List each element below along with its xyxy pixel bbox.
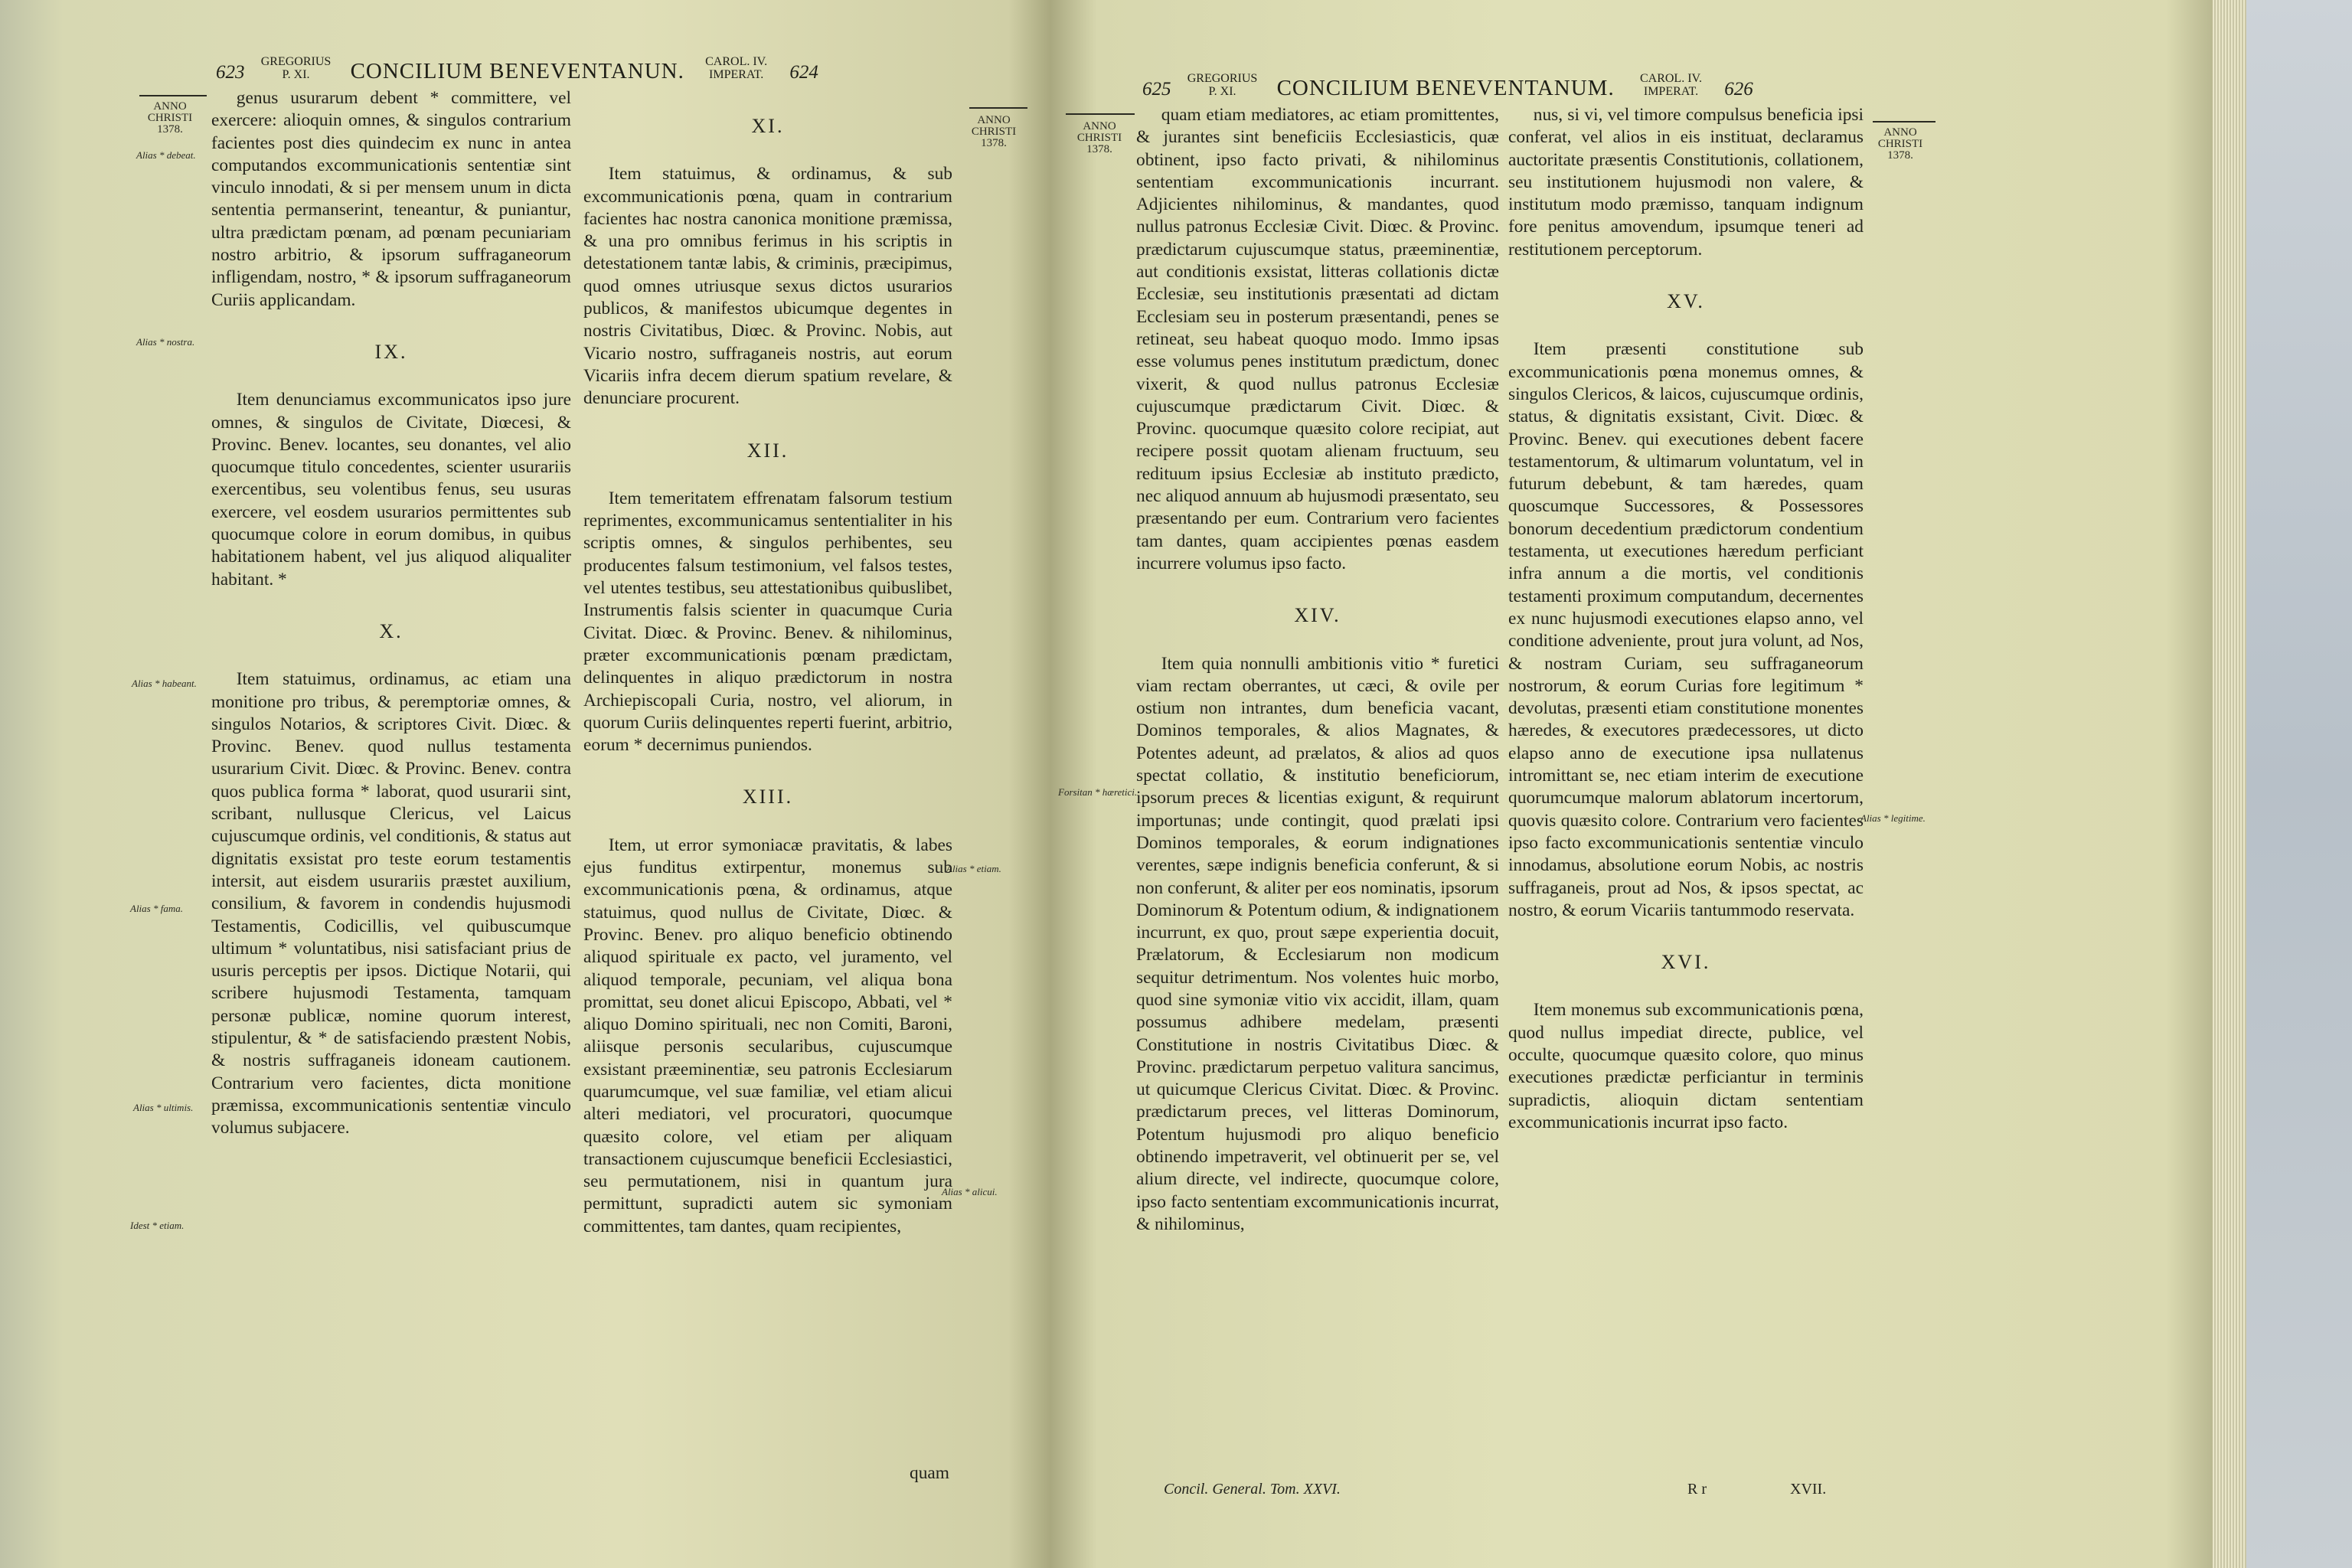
margin-note: Alias * debeat. [136,149,196,161]
text-column [1136,104,1499,1236]
year-note [138,101,202,136]
year-note [1868,127,1932,162]
section-heading: IX. [374,340,408,363]
section-heading: XIV. [1294,604,1341,627]
catchword: XVII. [1790,1481,1827,1498]
left-page [0,0,1050,1568]
paragraph: genus usurarum debent * committere, vel exercere: alioquin omnes, & singulos contrarium facientes post dies quindecim ex nunc in antea computandos excommunicationis sententiæ sint vinculo innodati, & si per mensem unum in dicta sententia permanserint, teneantur, & puniantur, ultra prædictam pœnam, ad pœnam pecuniariam nostro arbitrio, & ipsorum suffraganeorum infligendam, nostro, * & ipsorum suffraganeorum Curiis applicandam. [211,88,571,310]
header-title: CONCILIUM BENEVENTANUM. [1276,76,1615,100]
page-number: 623 [216,62,245,83]
page-edges [2213,0,2246,1568]
margin-note: Alias * habeant. [132,678,197,689]
emperor-title: IMPERAT. [1643,85,1699,98]
emperor-title: IMPERAT. [709,68,764,81]
year-note [962,115,1026,149]
paragraph: Item quia nonnulli ambitionis vitio * furetici viam rectam oberrantes, ut cæci, & ovile per ostium non intrantes, dum beneficia vacant, Dominos temporales, & alios Magnates, & Potentes adeunt, ad prælatos, & alios ad quos spectat collatio, & institutio beneficiorum, ipsorum preces & licentias exigunt, & requirunt importunas; unde contingit, quod prælati ipsi Dominos temporales, & eorum indignationes verentes, sæpe indignis beneficia conferunt, & si non conferunt, & aliter per eos nominatis, ipsorum Dominorum & Potentum odium, & indignationem incurrunt, ex quo, prout sæpe experientia docuit, Prælatorum, & Ecclesiarum non modicum sequitur detrimentum. Nos volentes huic morbo, quod sine symoniæ vitio vix accidit, illam, quam possumus adhibere medelam, præsenti Constitutione in nostris Civitatibus Diœc. & Provinc. prædictarum perpetuo valitura sancimus, ut quicumque Clericus Civitat. Diœc. & Provinc. prædictarum preces, vel litteras Dominorum, Potentum hujusmodi pro aliquo beneficio obtinendo impetraverit, vel obtinuerit per se, vel alium directe, vel indirecte, quocumque colore, ipso facto sententiam excommunicationis incurrat, & nihilominus, [1136,653,1499,1234]
header-title: CONCILIUM BENEVENTANUN. [350,59,684,83]
anno-label: ANNO [153,100,187,113]
margin-note: Idest * etiam. [130,1220,185,1231]
header-rule [139,95,207,96]
text-column [1508,104,1864,1134]
header-emperor [705,55,767,81]
paragraph: Item statuimus, & ordinamus, & sub excommunicationis pœna, quam in contrarium facientes hac nostra canonica monitione præmissa, & una pro omnibus ferimus in his scriptis in detestationem tantæ labis, & criminis, præcipimus, quod omnes utriusque sexus dictos usurarios publicos, & manifestos ubicumque degentes in nostris Civitatibus, Diœc. & Provinc. Nobis, aut Vicario nostro, suffraganeis nostris, aut eorum Vicariis infra decem dierum spatium revelare, & denunciare procurent. [583,164,952,409]
section-heading: XV. [1667,290,1705,313]
footer-volume: Concil. General. Tom. XXVI. [1164,1481,1341,1498]
margin-note: Forsitan * hæretici. [1058,786,1138,798]
paragraph: Item denunciamus excommunicatos ipso jure omnes, & singulos de Civitate, Diœcesi, & Provinc. Benev. locantes, seu donantes, vel alio quocumque titulo concedentes, scienter usurariis exercentibus, seu volentibus fenus, seu usuras exercere, vel eosdem usurarios permittentes sub quocumque colore in eorum domibus, in quibus habitationem habent, vel jus aliquod aliqualiter habitant. * [211,390,571,590]
pope-number: P. XI. [282,68,310,81]
paragraph: Item monemus sub excommunicationis pœna, quod nullus impediat directe, publice, vel occulte, quocumque quæsito colore, quo minus executiones prædictæ perficiantur in terminis supradictis, alioquin dictam sententiam excommunicationis incurrat ipso facto. [1508,1000,1864,1132]
paragraph: Item, ut error symoniacæ pravitatis, & labes ejus funditus extirpentur, monemus sub excommunicationis pœna, & ordinamus, atque statuimus, quod nullus de Civitate, Diœc. & Provinc. Benev. pro aliquo beneficio obtinendo aliquod spirituale ex pacto, vel juramento, vel aliquod temporale, pecuniam, vel aliqua bona promittat, seu donet alicui Episcopo, Abbati, vel * aliquo Domino spirituali, nec non Comiti, Baroni, aliisque personis secularibus, cujuscumque exsistant præeminentiæ, seu patronis Ecclesiarum quarumcumque, vel suæ familiæ, vel etiam alicui alteri mediatori, vel procuratori, quocumque quæsito colore, vel etiam per aliquam transactionem cujuscumque beneficii Ecclesiastici, seu permutationem, nisi in quantum jura permittunt, supradicti autem sic symoniam committentes, tam dantes, quam recipientes, [583,835,952,1236]
year-value: 1378. [1086,143,1112,155]
year-value: 1378. [1887,149,1913,162]
paragraph: Item præsenti constitutione sub excommunicationis pœna monemus omnes, & singulos Clericos, & laicos, cujuscumque ordinis, status, & dignitatis exsistant, Civit. Diœc. & Provinc. Benev. qui executiones debent facere testamentorum, & ultimarum voluntatum, vel in futurum debebunt, & tam hæredes, quam quoscumque Successores, & Possessores bonorum decedentium prædictorum condentium testamenta, ut executiones hæredum perficiant infra annum a die mortis, vel conditionis testamenti proximum computandum, decernentes ex nunc hujusmodi executiones elapso anno, vel conditione adveniente, prout jura volunt, ad Nos, & nostram Curiam, seu suffraganeorum nostrorum, & eorum Curias fore legitimum * devolutas, præsenti etiam constitutione monentes hæredes, & executores prædecessores, ut dicto elapso anno de executione ipsa nullatenus intromittant se, nec etiam interim de executione quorumcumque malorum ablatorum incertorum, quovis quæsito colore. Contrarium vero facientes ipso facto excommunicationis sententiæ vinculo innodamus, absolutione eorum Nobis, ac nostris suffraganeis, prout ad Nos, & ipsos spectat, ac nostro, & eorum Vicariis tantummodo reservata. [1508,339,1864,920]
header-rule [1066,113,1135,115]
paragraph: Item statuimus, ordinamus, ac etiam una monitione pro tribus, & peremptoriæ omnes, & singulos Notarios, & scriptores Civit. Diœc. & Provinc. Benev. quod nullus testamenta usurarium Civit. Diœc. & Provinc. Benev. contra quos publica forma * laborat, quod usurarii sint, scribant, nullusque Clericus, vel Laicus cujuscumque ordinis, vel conditionis, & status aut dignitatis exsistat pro teste eorum testamentis intersit, aut eisdem usurariis præstet auxilium, consilium, & favorem in condendis hujusmodi Testamentis, Codicillis, vel quibuscumque ultimum * voluntatibus, nisi satisfaciant prius de usuris perceptis per ipsos. Dictique Notarii, qui scribere hujusmodi Testamenta, tamquam personæ publicæ, nomine quorum interest, stipulentur, & * de satisfaciendo præstent Nobis, & nostris suffraganeis idoneam cautionem. Contrarium vero facientes, dicta monitione præmissa, excommunicationis sententiæ vinculo volumus subjacere. [211,669,571,1138]
christi-label: CHRISTI [1076,132,1122,144]
christi-label: CHRISTI [1877,138,1923,150]
text-column [583,86,952,1238]
anno-label: ANNO [977,114,1011,126]
anno-label: ANNO [1883,126,1917,139]
margin-note: Alias * nostra. [136,336,195,348]
section-heading: XII. [746,439,789,462]
header-rule [1873,121,1936,122]
signature-mark: R r [1687,1481,1707,1498]
header-pope [1187,72,1258,98]
page-number: 624 [789,62,818,83]
catchword: quam [910,1463,949,1483]
header-emperor [1640,72,1702,98]
right-header [1142,72,1753,101]
emperor-name: CAROL. IV. [1639,72,1703,85]
section-heading: X. [379,619,403,642]
emperor-name: CAROL. IV. [705,55,768,68]
page-number: 626 [1724,79,1753,100]
section-heading: XIII. [742,786,794,808]
page-number: 625 [1142,79,1171,100]
paragraph: quam etiam mediatores, ac etiam promittentes, & jurantes sint beneficiis Ecclesiasticis, quæ obtinent, ipso facto privati, & nihilominus sententiam excommunicationis incurrant. Adjicientes nihilominus, & mandantes, quod nullus patronus Ecclesiæ Civit. Diœc. & Provinc. prædictarum cujuscumque status, præeminentiæ, aut conditionis exsistat, litteras collationis dictæ Ecclesiæ, seu institutionis præsentati ad dictam Ecclesiam seu in posterum præsentandi, penes se retineat, seu habeat quoquo modo. Immo ipsas esse volumus penes institutum prædictum, donec vixerit, & quod nullus patronus Ecclesiæ cujuscumque prædictarum Civit. Diœc. & Provinc. quocumque quæsito colore recipiat, aut recipere possit quotam alienam fructuum, seu redituum ipsius Ecclesiæ ab instituto prædicto, nec aliquod annuum ab hujusmodi præsentato, seu præsentando per eum. Contrarium vero facientes tam dantes, quam accipientes pœnas easdem incurrere volumus ipso facto. [1136,105,1499,573]
text-column [211,87,571,1139]
year-value: 1378. [981,137,1007,149]
right-page [1050,0,2213,1568]
paragraph: Item temeritatem effrenatam falsorum testium reprimentes, excommunicamus sententialiter in his scriptis omnes, & singulos perhibentes, seu producentes falsum testimonium, vel falsos testes, vel utentes testibus, seu attestationibus quibuslibet, Instrumentis falsis scienter in quacumque Curia Civitat. Diœc. & Provinc. Benev. & nihilominus, præter excommunicationis pœnam prædictam, delinquentes in aliquo prædictorum in nostra Archiepiscopali Curia, nostro, vel aliorum, in quorum Curiis delinquentes reperti fuerint, arbitrio, eorum * decernimus puniendos. [583,488,952,756]
year-note [1067,121,1132,155]
section-heading: XI. [751,115,785,137]
pope-number: P. XI. [1208,85,1236,98]
margin-note: Alias * alicui. [942,1186,998,1197]
header-rule [969,107,1027,109]
pope-name: GREGORIUS [260,55,332,68]
background-surface [2246,0,2352,1568]
christi-label: CHRISTI [147,112,193,124]
margin-note: Alias * legitime. [1860,812,1926,824]
header-pope [261,55,332,81]
left-header [216,55,818,84]
margin-note: Alias * etiam. [946,863,1001,874]
christi-label: CHRISTI [971,126,1017,138]
pope-name: GREGORIUS [1187,72,1258,85]
section-heading: XVI. [1661,951,1711,974]
anno-label: ANNO [1083,120,1116,132]
year-value: 1378. [157,123,183,136]
margin-note: Alias * ultimis. [133,1102,194,1113]
margin-note: Alias * fama. [130,903,183,914]
paragraph: nus, si vi, vel timore compulsus beneficia ipsi conferat, vel alios in eis instituat, declaramus auctoritate præsentis Constitutionis, collationem, seu institutionem hujusmodi non valere, & institutum modo præmisso, tanquam indignum fore penitus amovendum, ipsumque teneri ad restitutionem perceptorum. [1508,105,1864,260]
